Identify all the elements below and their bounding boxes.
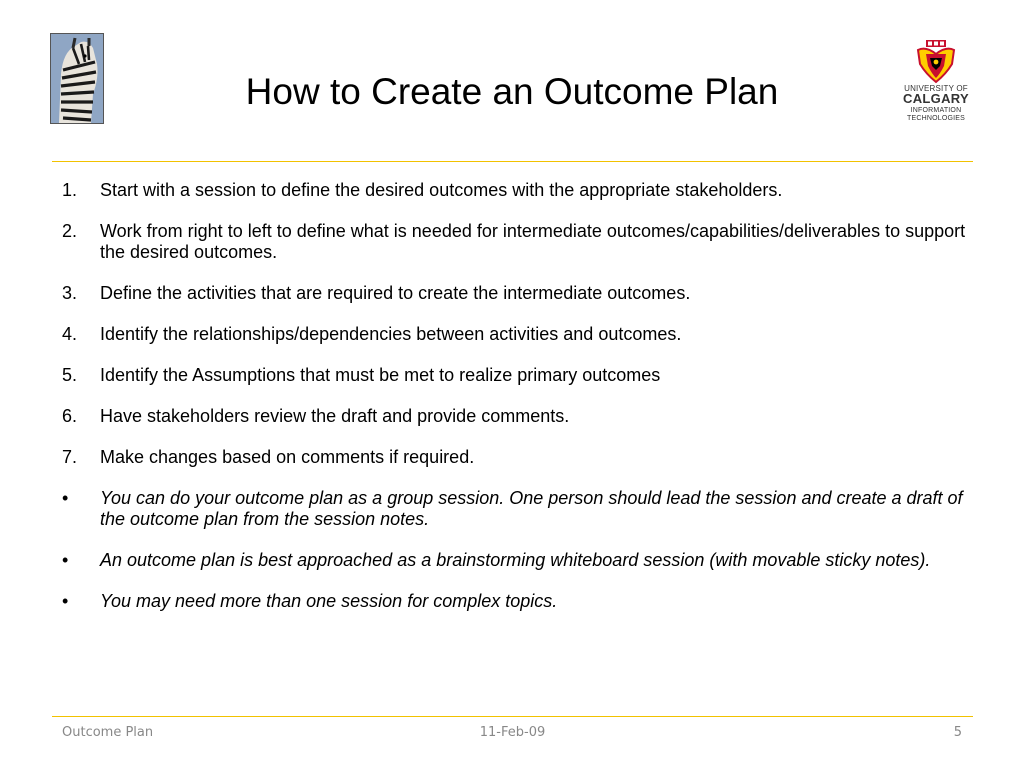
bullet-marker: • bbox=[62, 591, 69, 611]
list-item-text: Identify the relationships/dependencies between activities and outcomes. bbox=[100, 324, 682, 344]
logo-department-line1: INFORMATION bbox=[910, 107, 962, 114]
note-item bbox=[62, 591, 972, 612]
header-divider bbox=[52, 161, 973, 162]
bullet-marker: • bbox=[62, 550, 69, 570]
list-item-text: Define the activities that are required to create the intermediate outcomes. bbox=[100, 283, 691, 303]
list-item bbox=[62, 406, 972, 427]
logo-university-line: UNIVERSITY OF bbox=[904, 84, 968, 93]
logo-name: CALGARY bbox=[903, 91, 969, 106]
list-item-text: Identify the Assumptions that must be met to realize primary outcomes bbox=[100, 365, 661, 385]
logo-department bbox=[900, 107, 972, 123]
list-item-text: Work from right to left to define what is needed for intermediate outcomes/capabilities/deliverables to support the desired outcomes. bbox=[100, 221, 966, 262]
list-item-text: Have stakeholders review the draft and provide comments. bbox=[100, 406, 570, 426]
slide-title: How to Create an Outcome Plan bbox=[245, 71, 779, 112]
footer-date: 11-Feb-09 bbox=[479, 725, 546, 740]
list-marker: 1. bbox=[62, 180, 78, 200]
page-number: 5 bbox=[953, 725, 962, 740]
note-text: You may need more than one session for complex topics. bbox=[100, 591, 558, 611]
note-item bbox=[62, 488, 972, 530]
list-item bbox=[62, 324, 972, 345]
list-marker: 5. bbox=[62, 365, 78, 385]
note-item bbox=[62, 550, 972, 571]
list-item-text: Start with a session to define the desired outcomes with the appropriate stakeholders. bbox=[100, 180, 783, 200]
bullet-marker: • bbox=[62, 488, 69, 508]
note-text: An outcome plan is best approached as a brainstorming whiteboard session (with movable sticky notes). bbox=[100, 550, 931, 570]
zebra-photo bbox=[50, 33, 104, 124]
list-marker: 2. bbox=[62, 221, 78, 241]
note-text: You can do your outcome plan as a group session. One person should lead the session and create a draft of the outcome plan from the session notes. bbox=[100, 488, 963, 529]
list-item bbox=[62, 283, 972, 304]
slide-content bbox=[62, 180, 972, 632]
list-marker: 7. bbox=[62, 447, 78, 467]
footer-divider bbox=[52, 716, 973, 717]
list-item bbox=[62, 447, 972, 468]
list-marker: 6. bbox=[62, 406, 78, 426]
list-marker: 4. bbox=[62, 324, 78, 344]
list-item-text: Make changes based on comments if required. bbox=[100, 447, 475, 467]
logo-department-line2: TECHNOLOGIES bbox=[906, 115, 966, 122]
list-item bbox=[62, 180, 972, 201]
list-item bbox=[62, 221, 972, 263]
university-logo bbox=[900, 40, 972, 132]
list-marker: 3. bbox=[62, 283, 78, 303]
university-crest-icon bbox=[900, 40, 972, 84]
list-item bbox=[62, 365, 972, 386]
footer-title: Outcome Plan bbox=[62, 725, 154, 740]
